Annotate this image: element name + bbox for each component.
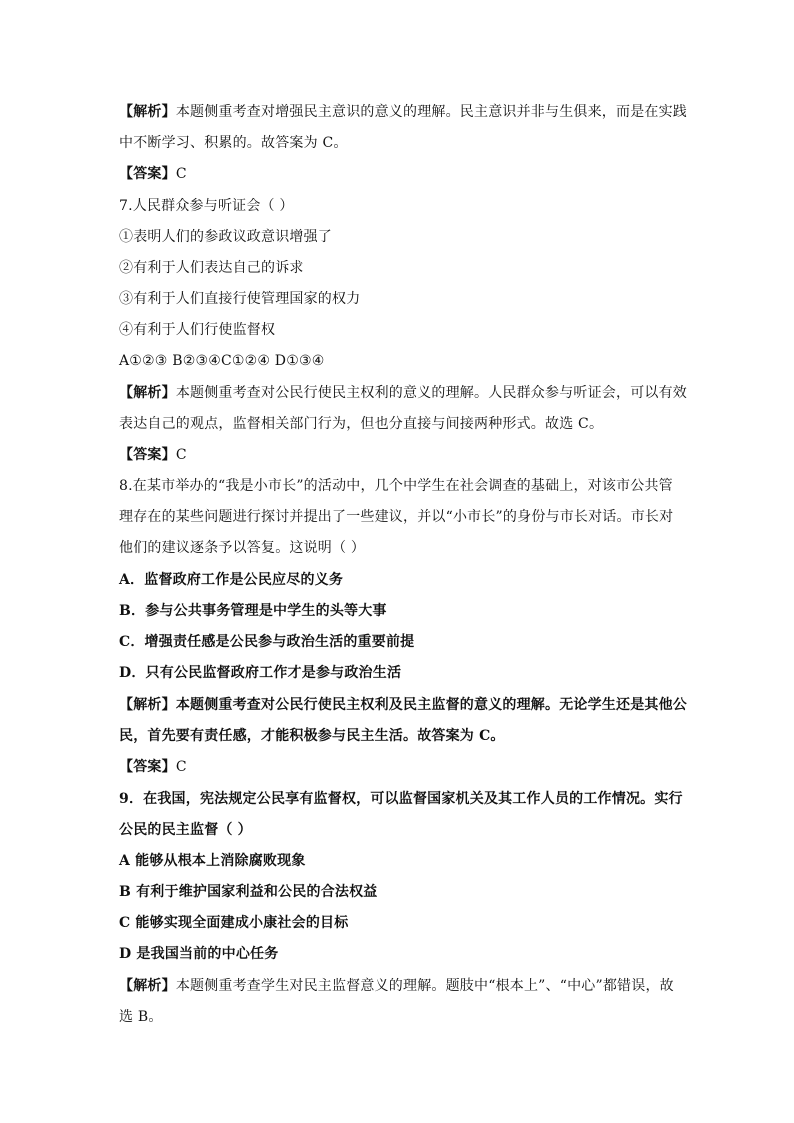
answer-label: 【答案】 [119,759,176,775]
answer-value: C [175,166,187,182]
q8-stem-line-3: 他们的建议逐条予以答复。这说明（ ） [119,540,366,556]
analysis-text: 本题侧重考查学生对民主监督意义的理解。题肢中“根本上”、“中心”都错误，故 [175,978,674,994]
analysis-label: 【解析】 [119,697,176,713]
q8-stem-line-2: 理存在的某些问题进行探讨并提出了一些建议，并以“小市长”的身份与市长对话。市长对 [119,509,674,525]
analysis-text: 本题侧重考查对公民行使民主权利及民主监督的意义的理解。无论学生还是其他公 [175,697,688,713]
q7-option-3: ③有利于人们直接行使管理国家的权力 [119,291,361,307]
q8-option-c: C．增强责任感是公民参与政治生活的重要前提 [119,634,415,650]
q7-option-2: ②有利于人们表达自己的诉求 [119,260,304,276]
answer-value: C [175,759,187,775]
q7-option-1: ①表明人们的参政议政意识增强了 [119,229,332,245]
q9-option-b: B 有利于维护国家利益和公民的合法权益 [119,884,378,900]
q9-option-a: A 能够从根本上消除腐败现象 [119,853,306,869]
answer-label: 【答案】 [119,447,176,463]
analysis-text: 本题侧重考查对公民行使民主权利的意义的理解。人民群众参与听证会，可以有效 [175,385,688,401]
q9-stem-line-2: 公民的民主监督（ ） [119,822,252,838]
q8-option-a: A．监督政府工作是公民应尽的义务 [119,572,344,588]
q9-analysis-line-1 [119,976,679,996]
q8-option-b: B．参与公共事务管理是中学生的头等大事 [119,603,387,619]
q7-option-4: ④有利于人们行使监督权 [119,322,276,338]
q9-option-d: D 是我国当前的中心任务 [119,946,279,962]
q9-analysis-line-2: 选 B。 [119,1009,163,1025]
q7-choices: A①②③ B②③④C①②④ D①③④ [119,353,325,369]
q7-analysis-line-2: 表达自己的观点，监督相关部门行为，但也分直接与间接两种形式。故选 C。 [119,416,604,432]
answer-value: C [175,447,187,463]
q7-analysis-line-1 [119,383,688,403]
q6-analysis-line-2: 中不断学习、积累的。故答案为 C。 [119,135,348,151]
q8-analysis-line-1 [119,695,688,715]
analysis-label: 【解析】 [119,385,176,401]
analysis-label: 【解析】 [119,104,176,120]
q8-answer [119,757,679,777]
q8-analysis-line-2: 民，首先要有责任感，才能积极参与民主生活。故答案为 C。 [119,728,505,744]
q8-stem-line-1: 8.在某市举办的“我是小市长”的活动中，几个中学生在社会调查的基础上，对该市公共管 [119,478,673,494]
q8-option-d: D．只有公民监督政府工作才是参与政治生活 [119,665,402,681]
answer-label: 【答案】 [119,166,176,182]
q6-analysis-line-1 [119,102,688,122]
analysis-label: 【解析】 [119,978,176,994]
analysis-text: 本题侧重考查对增强民主意识的意义的理解。民主意识并非与生俱来，而是在实践 [175,104,688,120]
q6-answer [119,164,679,184]
q9-stem-line-1: 9．在我国，宪法规定公民享有监督权，可以监督国家机关及其工作人员的工作情况。实行 [119,791,683,807]
q9-option-c: C 能够实现全面建成小康社会的目标 [119,915,349,931]
q7-stem: 7.人民群众参与听证会（ ） [119,198,294,214]
q7-answer [119,445,679,465]
